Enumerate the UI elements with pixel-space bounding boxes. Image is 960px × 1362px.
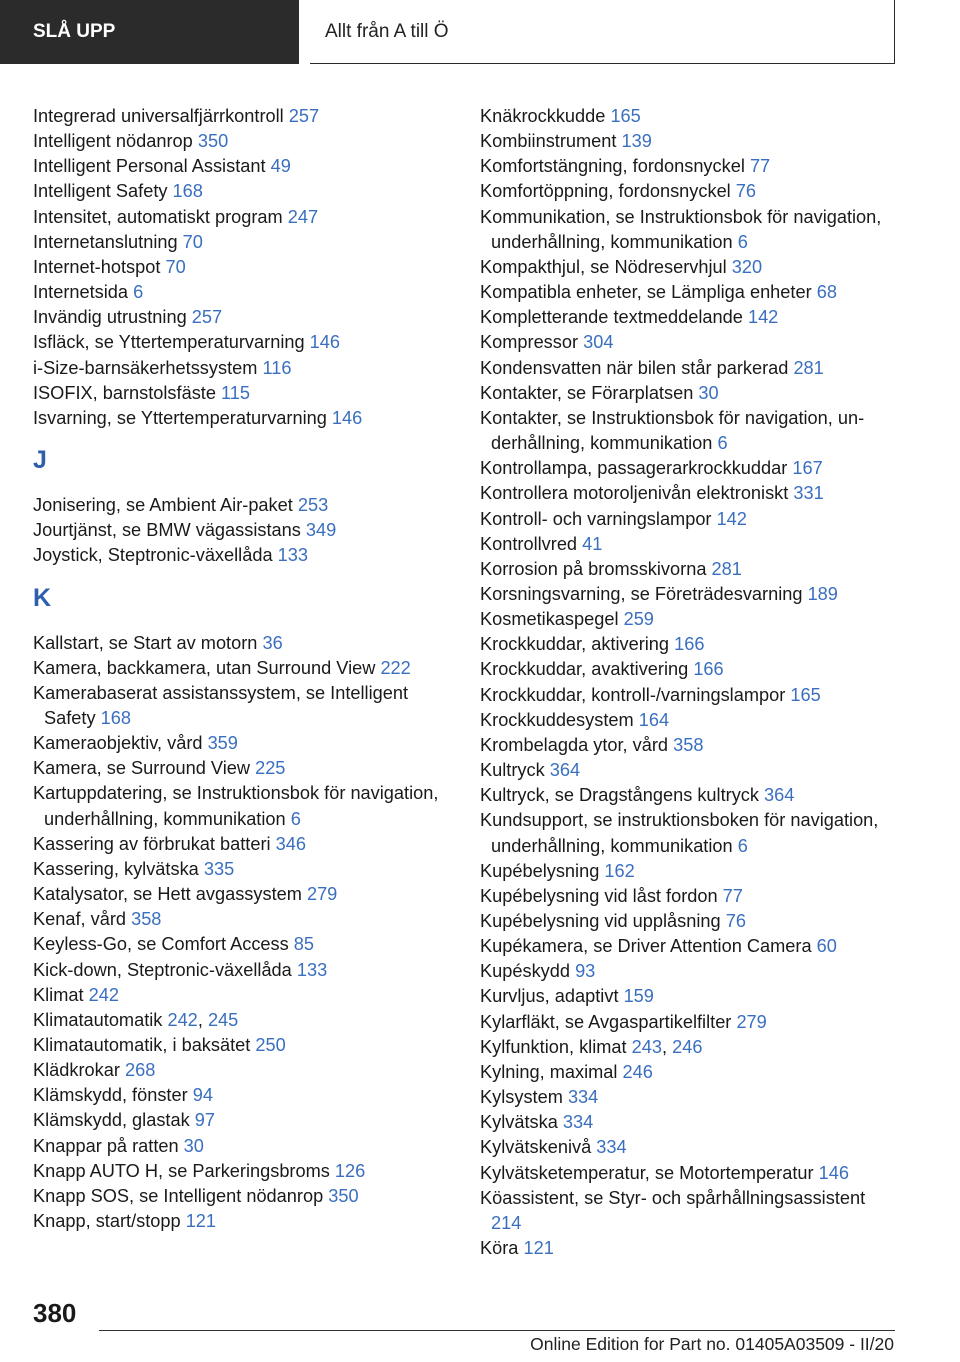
index-term: Kassering, kylvätska — [33, 858, 199, 879]
page-reference-link[interactable]: 142 — [716, 508, 747, 529]
index-term: Krockkuddesystem — [480, 709, 634, 730]
page-reference-link[interactable]: 214 — [491, 1212, 522, 1233]
page-reference-link[interactable]: 242 — [88, 984, 119, 1005]
index-term: Kurvljus, adaptivt — [480, 986, 619, 1007]
index-entry — [480, 154, 900, 179]
index-term: Isfläck, se Yttertemperaturvarning — [33, 332, 305, 353]
section-tab-label: SLÅ UPP — [33, 21, 116, 42]
page-reference-link[interactable]: 121 — [523, 1238, 554, 1259]
index-entry — [480, 984, 900, 1009]
index-term: Jonisering, se Ambient Air-paket — [33, 495, 293, 516]
page-reference-link[interactable]: 146 — [818, 1162, 849, 1183]
page-reference-link[interactable]: 76 — [725, 911, 746, 931]
index-term: Krockkuddar, avaktivering — [480, 659, 689, 680]
index-term: Kamera, se Surround View — [33, 758, 251, 779]
chapter-title-box — [310, 0, 895, 64]
index-term: Internetanslutning — [33, 231, 178, 252]
edition-footer: Online Edition for Part no. 01405A03509 - II/20 — [530, 1334, 894, 1354]
index-term: Integrerad universalfjärrkontroll — [33, 106, 284, 126]
index-entry — [33, 330, 453, 355]
page-reference-link[interactable]: 30 — [698, 382, 719, 403]
index-term: Kupébelysning — [480, 860, 600, 881]
index-term: Kamerabaserat assistanssystem, se Intelligent Safety — [33, 682, 409, 728]
index-column-right — [480, 104, 900, 1261]
index-term: Klämskydd, glastak — [33, 1110, 190, 1131]
index-entry — [480, 557, 900, 582]
footer-divider — [99, 1330, 895, 1331]
index-term: Kontroll- och varningslampor — [480, 508, 712, 529]
page-reference-link[interactable]: 281 — [711, 558, 742, 579]
index-entry — [33, 255, 453, 280]
index-term: Intelligent Safety — [33, 181, 168, 202]
page-reference-link[interactable]: 121 — [185, 1211, 217, 1232]
index-entry — [33, 406, 453, 431]
page-reference-link[interactable]: 146 — [309, 332, 341, 353]
index-entry — [480, 356, 900, 381]
index-term: Kontakter, se Förarplatsen — [480, 382, 694, 403]
page-reference-link[interactable]: 259 — [623, 609, 654, 630]
index-term: Köra — [480, 1238, 519, 1259]
index-term: Knapp AUTO H, se Parkeringsbroms — [33, 1160, 330, 1181]
index-term: Klimat — [33, 984, 84, 1005]
page-reference-link[interactable]: 49 — [270, 156, 291, 177]
page-reference-link[interactable]: 350 — [328, 1185, 359, 1206]
index-entry — [480, 859, 900, 884]
index-term: Krockkuddar, aktivering — [480, 634, 670, 655]
index-entry — [480, 255, 900, 280]
index-term: Knapp, start/stopp — [33, 1211, 181, 1232]
index-entry — [480, 406, 900, 456]
page-reference-link[interactable]: 334 — [562, 1112, 594, 1133]
page-reference-link[interactable]: 6 — [737, 231, 748, 252]
index-entry — [480, 104, 900, 129]
index-entry — [480, 280, 900, 305]
index-entry — [480, 381, 900, 406]
page-reference-link[interactable]: 165 — [790, 684, 821, 705]
index-entry — [33, 958, 453, 983]
index-term: Kondensvatten när bilen står parkerad — [480, 357, 789, 378]
index-term: Kontrollera motoroljenivån elektroniskt — [480, 483, 789, 504]
index-term: Kupébelysning vid upplåsning — [480, 911, 721, 931]
index-term: ISOFIX, barnstolsfäste — [33, 382, 216, 403]
index-term: Kontrollvred — [480, 533, 578, 554]
page-reference-link[interactable]: 6 — [133, 282, 144, 303]
index-entry — [33, 1008, 453, 1033]
index-term: Komfortstängning, fordonsnyckel — [480, 156, 745, 177]
index-entry — [33, 205, 453, 230]
index-term: Köassistent, se Styr- och spårhållningsassistent — [480, 1187, 866, 1208]
page-reference-link[interactable]: 166 — [693, 659, 724, 680]
page-reference-link[interactable]: 94 — [192, 1085, 213, 1106]
page-reference-link[interactable]: 165 — [610, 106, 641, 126]
index-term: Klämskydd, fönster — [33, 1085, 188, 1106]
index-term: Intelligent Personal Assistant — [33, 156, 266, 177]
page-reference-link[interactable]: 133 — [296, 959, 328, 980]
page-reference-link[interactable]: 70 — [182, 231, 203, 252]
index-entry — [33, 356, 453, 381]
index-term: Kameraobjektiv, vård — [33, 733, 203, 754]
page-reference-link[interactable]: 331 — [793, 483, 824, 504]
index-term: Invändig utrustning — [33, 307, 187, 328]
index-term: Kompatibla enheter, se Lämpliga enheter — [480, 282, 812, 303]
page-separator: , — [197, 1009, 203, 1030]
index-entry — [33, 731, 453, 756]
page-reference-link[interactable]: 77 — [722, 885, 743, 906]
page-reference-link[interactable]: 253 — [297, 495, 329, 516]
index-entry — [480, 683, 900, 708]
index-term: Kartuppdatering, se Instruktionsbok för navigation, underhållning, kommunikation — [33, 783, 439, 829]
index-entry — [480, 1135, 900, 1160]
page-reference-link[interactable]: 164 — [638, 709, 670, 730]
index-entry — [33, 1159, 453, 1184]
page-reference-link[interactable]: 68 — [816, 282, 837, 303]
index-term: Knäkrockkudde — [480, 106, 606, 126]
page-reference-link[interactable]: 242 — [167, 1009, 198, 1030]
index-term: Klimatautomatik — [33, 1009, 163, 1030]
index-term: Kombiinstrument — [480, 131, 617, 152]
page-reference-link[interactable]: 335 — [203, 858, 235, 879]
page-reference-link[interactable]: 76 — [735, 181, 757, 202]
index-entry — [33, 104, 453, 129]
page-reference-link[interactable]: 222 — [380, 657, 411, 678]
index-entry — [480, 607, 900, 632]
page-reference-link[interactable]: 349 — [305, 520, 337, 541]
page-reference-link[interactable]: 166 — [674, 634, 705, 655]
index-column-left — [33, 104, 453, 1234]
page-reference-link[interactable]: 257 — [288, 106, 320, 126]
index-entry — [480, 305, 900, 330]
page-reference-link[interactable]: 350 — [197, 131, 229, 152]
page-reference-link[interactable]: 146 — [331, 407, 363, 428]
index-term: Kupébelysning vid låst fordon — [480, 885, 718, 906]
index-entry — [33, 1134, 453, 1159]
index-entry — [33, 857, 453, 882]
index-entry — [480, 205, 900, 255]
index-entry — [33, 543, 453, 568]
index-term: Kompletterande textmeddelande — [480, 307, 743, 328]
index-term: Kultryck — [480, 760, 545, 781]
index-entry — [33, 305, 453, 330]
page-reference-link[interactable]: 268 — [125, 1060, 156, 1081]
page-reference-link[interactable]: 133 — [277, 545, 308, 566]
index-term: Kallstart, se Start av motorn — [33, 632, 258, 653]
index-entry — [480, 632, 900, 657]
page-reference-link[interactable]: 364 — [549, 760, 581, 781]
index-term: Kundsupport, se instruktionsboken för navigation, underhållning, kommunikation — [480, 810, 879, 856]
index-entry — [33, 1083, 453, 1108]
index-term: Isvarning, se Yttertemperaturvarning — [33, 407, 327, 428]
index-entry — [33, 1108, 453, 1133]
index-term: Klimatautomatik, i baksätet — [33, 1035, 251, 1055]
index-entry — [33, 781, 453, 831]
index-entry — [480, 884, 900, 909]
page-reference-link[interactable]: 60 — [816, 936, 837, 957]
index-entry — [480, 1236, 900, 1261]
index-term: Katalysator, se Hett avgassystem — [33, 884, 302, 905]
index-term: Kommunikation, se Instruktionsbok för navigation, underhållning, kommunikation — [480, 206, 882, 252]
index-entry — [33, 1033, 453, 1058]
index-entry — [33, 129, 453, 154]
page-reference-link[interactable]: 346 — [275, 833, 306, 854]
index-term: Kick-down, Steptronic-växellåda — [33, 959, 292, 980]
index-entry — [480, 481, 900, 506]
index-term: i-Size-barnsäkerhetssystem — [33, 357, 258, 378]
page-reference-link[interactable]: 6 — [290, 808, 301, 829]
index-term: Kupéskydd — [480, 961, 570, 982]
index-entry — [33, 381, 453, 406]
index-entry — [480, 1035, 900, 1060]
page-reference-link[interactable]: 281 — [793, 357, 824, 378]
page-reference-link[interactable]: 168 — [172, 181, 203, 202]
index-term: Korrosion på bromsskivorna — [480, 558, 707, 579]
index-entry — [33, 882, 453, 907]
index-term: Krockkuddar, kontroll-/varningslampor — [480, 684, 786, 705]
index-term: Kompressor — [480, 332, 579, 353]
page-header — [0, 0, 960, 64]
page-reference-link[interactable]: 162 — [604, 860, 635, 881]
index-term: Internet-hotspot — [33, 256, 161, 277]
index-entry — [480, 959, 900, 984]
page-reference-link[interactable]: 115 — [221, 382, 251, 403]
index-term: Kosmetikaspegel — [480, 609, 619, 630]
page-reference-link[interactable]: 359 — [207, 733, 238, 754]
index-entry — [480, 456, 900, 481]
page-reference-link[interactable]: 189 — [807, 583, 838, 604]
page-reference-link[interactable]: 320 — [731, 256, 763, 277]
index-term: Kontakter, se Instruktionsbok för navigation, underhållning, kommunikation — [480, 407, 865, 454]
index-entry — [33, 907, 453, 932]
index-term: Kylarfläkt, se Avgaspartikelfilter — [480, 1011, 732, 1032]
index-entry — [33, 1184, 453, 1209]
index-entry — [33, 832, 453, 857]
page-reference-link[interactable]: 250 — [255, 1035, 286, 1055]
page-reference-link[interactable]: 279 — [736, 1011, 767, 1032]
page-reference-link[interactable]: 30 — [183, 1135, 204, 1156]
page-reference-link[interactable]: 167 — [792, 458, 823, 479]
index-term: Joystick, Steptronic-växellåda — [33, 545, 273, 566]
index-entry — [480, 1161, 900, 1186]
chapter-title: Allt från A till Ö — [325, 20, 449, 42]
page-reference-link[interactable]: 70 — [165, 256, 186, 277]
page-reference-link[interactable]: 142 — [747, 307, 779, 328]
page-reference-link[interactable]: 41 — [582, 533, 603, 554]
index-entry — [33, 631, 453, 656]
index-term: Keyless-Go, se Comfort Access — [33, 934, 289, 955]
index-term: Kompakthjul, se Nödreservhjul — [480, 256, 727, 277]
section-letter: J — [33, 446, 47, 475]
index-term: Komfortöppning, fordonsnyckel — [480, 181, 731, 202]
section-letter: K — [33, 583, 52, 612]
page-reference-link[interactable]: 246 — [622, 1061, 653, 1082]
index-entry — [33, 179, 453, 204]
page-reference-link[interactable]: 246 — [672, 1036, 703, 1057]
page-reference-link[interactable]: 247 — [287, 206, 319, 227]
index-entry — [33, 1209, 453, 1234]
page-reference-link[interactable]: 304 — [583, 332, 614, 353]
index-term: Intelligent nödanrop — [33, 131, 193, 152]
index-term: Kenaf, vård — [33, 909, 127, 930]
page-reference-link[interactable]: 36 — [262, 632, 283, 653]
page-reference-link[interactable]: 225 — [255, 758, 286, 779]
page-reference-link[interactable]: 85 — [293, 934, 315, 955]
page-number: 380 — [33, 1298, 77, 1328]
index-entry — [480, 808, 900, 858]
index-term: Kylsystem — [480, 1087, 563, 1108]
index-entry — [480, 1186, 900, 1236]
index-term: Knappar på ratten — [33, 1135, 179, 1156]
page-reference-link[interactable]: 358 — [673, 734, 704, 755]
index-term: Krombelagda ytor, vård — [480, 734, 669, 755]
index-term: Kylvätskenivå — [480, 1137, 592, 1158]
page-reference-link[interactable]: 6 — [737, 835, 748, 856]
page-reference-link[interactable]: 243 — [631, 1036, 662, 1057]
index-entry — [480, 507, 900, 532]
index-entry — [33, 230, 453, 255]
index-term: Kupékamera, se Driver Attention Camera — [480, 936, 812, 957]
index-entry — [480, 129, 900, 154]
page-reference-link[interactable]: 77 — [749, 156, 771, 177]
page-reference-link[interactable]: 6 — [717, 433, 728, 454]
index-entry — [480, 330, 900, 355]
page-reference-link[interactable]: 116 — [262, 357, 292, 378]
index-entry — [480, 733, 900, 758]
index-entry — [33, 932, 453, 957]
index-entry — [480, 179, 900, 204]
index-entry — [480, 934, 900, 959]
page-reference-link[interactable]: 93 — [575, 961, 596, 982]
index-entry — [480, 708, 900, 733]
page-reference-link[interactable]: 257 — [191, 307, 223, 328]
index-term: Jourtjänst, se BMW vägassistans — [33, 520, 301, 541]
index-term: Klädkrokar — [33, 1060, 120, 1081]
index-term: Kamera, backkamera, utan Surround View — [33, 657, 376, 678]
page-reference-link[interactable]: 168 — [100, 707, 131, 728]
page-reference-link[interactable]: 334 — [596, 1137, 627, 1158]
index-term: Internetsida — [33, 282, 129, 303]
index-entry — [480, 1010, 900, 1035]
index-entry — [480, 532, 900, 557]
page-reference-link[interactable]: 364 — [764, 785, 795, 806]
index-entry — [33, 518, 453, 543]
index-entry — [33, 756, 453, 781]
index-term: Kontrollampa, passagerarkrockkuddar — [480, 458, 788, 479]
index-term: Korsningsvarning, se Företrädesvarning — [480, 583, 803, 604]
index-term: Kassering av förbrukat batteri — [33, 833, 271, 854]
index-entry — [33, 681, 453, 731]
index-term: Kylning, maximal — [480, 1061, 618, 1082]
index-entry — [480, 783, 900, 808]
index-term: Kylvätsketemperatur, se Motortemperatur — [480, 1162, 814, 1183]
page-separator: , — [662, 1036, 668, 1057]
index-entry — [33, 493, 453, 518]
index-entry — [33, 983, 453, 1008]
index-term: Intensitet, automatiskt program — [33, 206, 283, 227]
index-entry — [480, 1085, 900, 1110]
index-term: Knapp SOS, se Intelligent nödanrop — [33, 1185, 324, 1206]
page-reference-link[interactable]: 139 — [621, 131, 652, 152]
index-entry — [480, 909, 900, 934]
index-entry — [480, 1110, 900, 1135]
page-reference-link[interactable]: 358 — [131, 909, 162, 930]
section-tab[interactable] — [0, 0, 299, 64]
index-term: Kylfunktion, klimat — [480, 1036, 627, 1057]
index-entry — [480, 758, 900, 783]
page-reference-link[interactable]: 97 — [194, 1110, 215, 1131]
index-term: Kylvätska — [480, 1112, 558, 1133]
index-entry — [33, 154, 453, 179]
page-reference-link[interactable]: 159 — [623, 986, 654, 1007]
page-reference-link[interactable]: 334 — [567, 1087, 599, 1108]
index-term: Kultryck, se Dragstångens kultryck — [480, 785, 759, 806]
page-reference-link[interactable]: 126 — [334, 1160, 366, 1181]
index-entry — [33, 1058, 453, 1083]
page-reference-link[interactable]: 245 — [207, 1009, 239, 1030]
index-entry — [480, 582, 900, 607]
index-entry — [480, 1060, 900, 1085]
page-reference-link[interactable]: 279 — [306, 884, 338, 905]
index-entry — [480, 657, 900, 682]
index-entry — [33, 280, 453, 305]
index-entry — [33, 656, 453, 681]
